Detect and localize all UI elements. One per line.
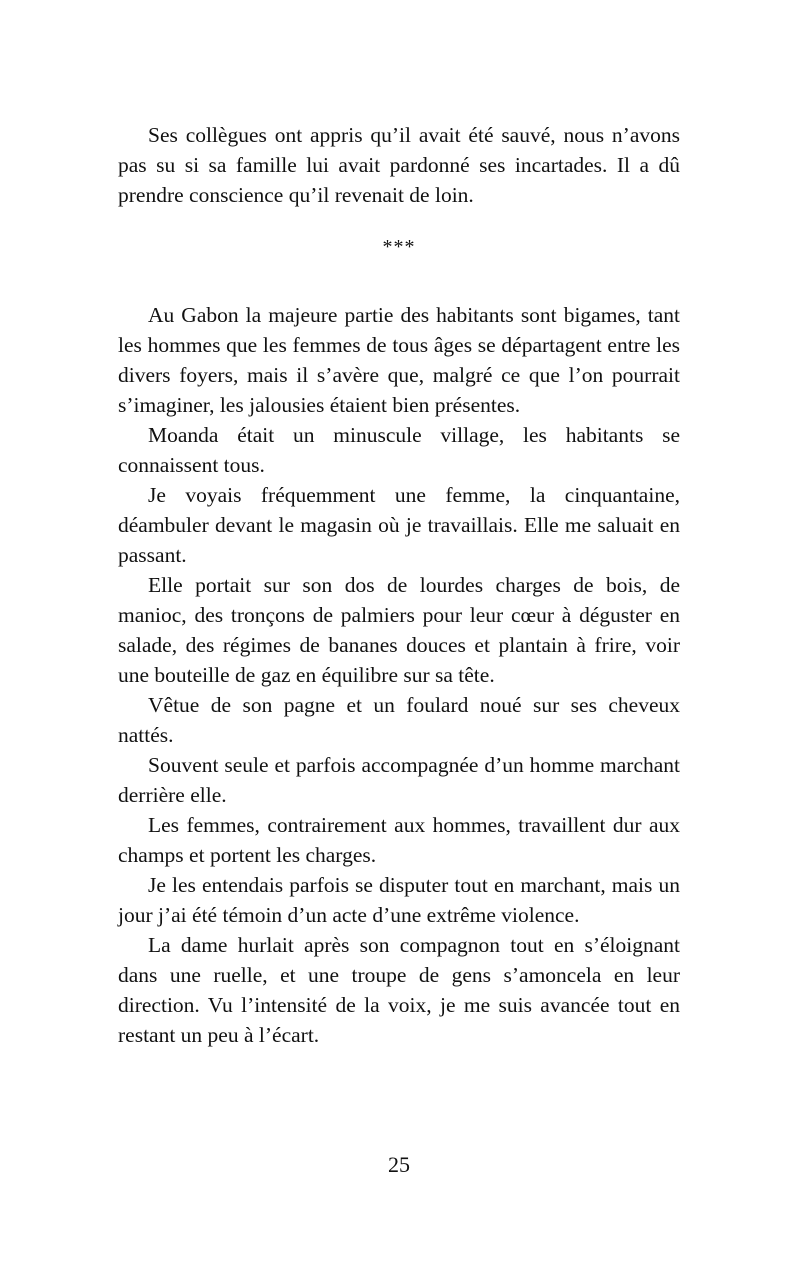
page-body: [118, 120, 680, 1050]
paragraph: Les femmes, contrairement aux hommes, travaillent dur aux champs et portent les charges.: [118, 813, 680, 867]
paragraph: Je voyais fréquemment une femme, la cinquantaine, déambuler devant le magasin où je travaillais. Elle me saluait en passant.: [118, 483, 680, 567]
paragraph: Elle portait sur son dos de lourdes charges de bois, de manioc, des tronçons de palmiers pour leur cœur à déguster en salade, des régimes de bananes douces et plantain à frire, voir une bouteille de gaz en équilibre sur sa tête.: [118, 573, 680, 687]
section-before: [118, 120, 680, 210]
paragraph: Souvent seule et parfois accompagnée d’un homme marchant derrière elle.: [118, 753, 680, 807]
paragraph: La dame hurlait après son compagnon tout en s’éloignant dans une ruelle, et une troupe de gens s’amoncela en leur direction. Vu l’intensité de la voix, je me suis avancée tout en restant un peu à l’écart.: [118, 933, 680, 1047]
page-number: 25: [388, 1152, 410, 1177]
paragraph: Vêtue de son pagne et un foulard noué sur ses cheveux nattés.: [118, 693, 680, 747]
paragraph: Ses collègues ont appris qu’il avait été sauvé, nous n’avons pas su si sa famille lui avait pardonné ses incartades. Il a dû prendre conscience qu’il revenait de loin.: [118, 123, 680, 207]
section-after: [118, 300, 680, 1050]
paragraph: Moanda était un minuscule village, les habitants se connaissent tous.: [118, 423, 680, 477]
paragraph: Au Gabon la majeure partie des habitants sont bigames, tant les hommes que les femmes de tous âges se départagent entre les divers foyers, mais il s’avère que, malgré ce que l’on pourrait s’imaginer, les jalousies étaient bien présentes.: [118, 303, 680, 417]
section-separator: ***: [382, 236, 416, 258]
paragraph: Je les entendais parfois se disputer tout en marchant, mais un jour j’ai été témoin d’un acte d’une extrême violence.: [118, 873, 680, 927]
